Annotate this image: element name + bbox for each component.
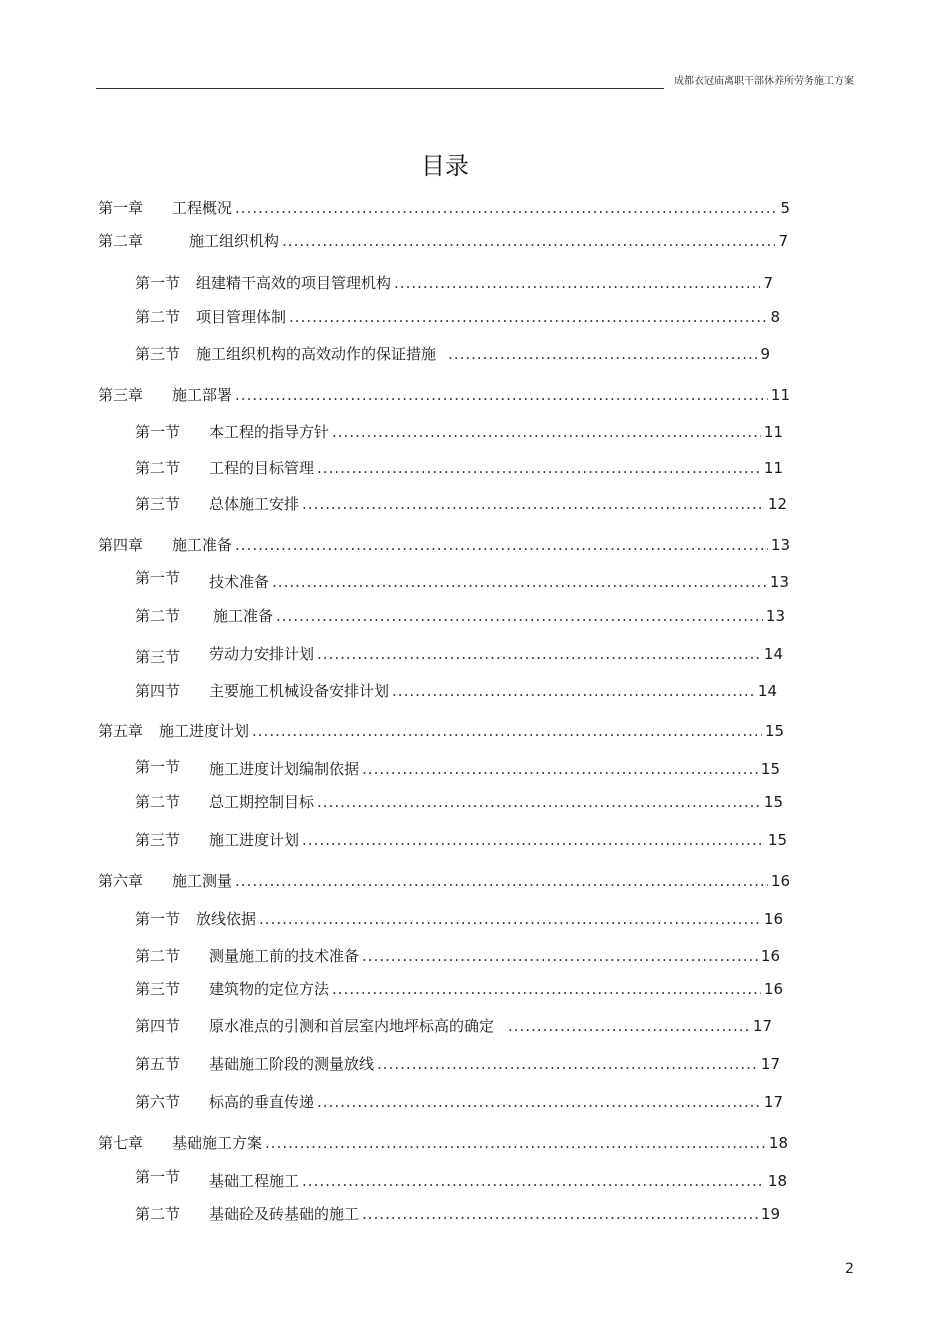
toc-entry[interactable] xyxy=(135,1015,772,1037)
toc-entry[interactable] xyxy=(135,829,787,851)
toc-title: 施工准备 xyxy=(213,607,274,625)
toc-title: 工程的目标管理 xyxy=(209,459,315,477)
toc-leader xyxy=(235,197,777,219)
toc-leader xyxy=(332,421,761,443)
toc-page: 12 xyxy=(767,495,787,513)
toc-title: 总工期控制目标 xyxy=(209,793,315,811)
toc-page: 15 xyxy=(767,831,787,849)
toc-title: 项目管理体制 xyxy=(196,308,287,326)
page-number: 2 xyxy=(845,1261,854,1277)
toc-entry[interactable] xyxy=(98,720,784,742)
toc-page: 11 xyxy=(763,459,783,477)
toc-leader xyxy=(317,1091,761,1113)
toc-leader xyxy=(302,1170,765,1192)
toc-number: 第二节 xyxy=(135,793,181,811)
toc-title: 基础工程施工 xyxy=(209,1172,300,1190)
toc-page: 5 xyxy=(780,199,790,217)
toc-page: 8 xyxy=(770,308,780,326)
toc-number: 第五节 xyxy=(135,1055,181,1073)
toc-leader xyxy=(448,343,757,365)
toc-page: 17 xyxy=(752,1017,772,1035)
toc-page: 11 xyxy=(763,423,783,441)
toc-number: 第三章 xyxy=(98,386,144,404)
toc-title: 标高的垂直传递 xyxy=(209,1093,315,1111)
toc-entry[interactable] xyxy=(135,457,783,479)
toc-leader xyxy=(276,605,763,627)
toc-number: 第二章 xyxy=(98,232,144,250)
toc-leader xyxy=(508,1015,750,1037)
toc-entry[interactable] xyxy=(98,534,790,556)
toc-title: 本工程的指导方针 xyxy=(209,423,330,441)
toc-page: 14 xyxy=(763,645,783,663)
toc-title: 基础施工方案 xyxy=(172,1134,263,1152)
toc-number: 第一节 xyxy=(135,423,181,441)
toc-number: 第一节 xyxy=(135,1168,181,1186)
header-rule xyxy=(96,88,664,89)
toc-page: 15 xyxy=(760,760,780,778)
toc-number: 第二节 xyxy=(135,459,181,477)
toc-title: 施工组织机构 xyxy=(189,232,280,250)
toc-leader xyxy=(272,571,767,593)
toc-entry[interactable] xyxy=(135,421,783,443)
toc-entry[interactable] xyxy=(135,791,783,813)
toc-leader xyxy=(259,908,761,930)
toc-number: 第三节 xyxy=(135,980,181,998)
toc-entry[interactable] xyxy=(135,493,787,515)
toc-entry[interactable] xyxy=(98,1132,788,1154)
toc-page: 18 xyxy=(767,1172,787,1190)
toc-number: 第四章 xyxy=(98,536,144,554)
toc-entry[interactable] xyxy=(135,758,780,780)
toc-entry[interactable] xyxy=(98,870,790,892)
toc-entry[interactable] xyxy=(135,272,773,294)
toc-title: 测量施工前的技术准备 xyxy=(209,947,360,965)
toc-number: 第三节 xyxy=(135,831,181,849)
toc-page: 13 xyxy=(765,607,785,625)
toc-entry[interactable] xyxy=(135,945,780,967)
toc-page: 18 xyxy=(768,1134,788,1152)
toc-leader xyxy=(302,493,765,515)
toc-entry[interactable] xyxy=(98,384,790,406)
toc-page: 17 xyxy=(760,1055,780,1073)
toc-number: 第六节 xyxy=(135,1093,181,1111)
toc-number: 第四节 xyxy=(135,1017,181,1035)
toc-entry[interactable] xyxy=(135,1053,780,1075)
toc-page: 16 xyxy=(770,872,790,890)
toc-leader xyxy=(252,720,762,742)
toc-leader xyxy=(394,272,760,294)
toc-leader xyxy=(282,230,775,252)
toc-page: 16 xyxy=(763,910,783,928)
toc-number: 第一节 xyxy=(135,569,181,587)
toc-page: 13 xyxy=(770,536,790,554)
toc-title: 原水准点的引测和首层室内地坪标高的确定 xyxy=(209,1017,495,1035)
toc-entry[interactable] xyxy=(135,908,783,930)
toc-title: 施工进度计划编制依据 xyxy=(209,760,360,778)
toc-entry[interactable] xyxy=(135,571,789,593)
toc-page: 9 xyxy=(760,345,770,363)
toc-entry[interactable] xyxy=(135,306,780,328)
toc-leader xyxy=(317,457,761,479)
toc-leader xyxy=(392,680,755,702)
toc-title: 建筑物的定位方法 xyxy=(209,980,330,998)
toc-leader xyxy=(235,384,768,406)
toc-page: 14 xyxy=(757,682,777,700)
toc-page: 15 xyxy=(764,722,784,740)
toc-leader xyxy=(289,306,767,328)
toc-leader xyxy=(332,978,761,1000)
toc-title: 施工部署 xyxy=(172,386,233,404)
toc-title: 技术准备 xyxy=(209,573,270,591)
toc-entry[interactable] xyxy=(98,197,790,219)
toc-entry[interactable] xyxy=(135,1203,780,1225)
toc-number: 第七章 xyxy=(98,1134,144,1152)
toc-title: 施工进度计划 xyxy=(209,831,300,849)
toc-number: 第一节 xyxy=(135,274,181,292)
toc-title: 工程概况 xyxy=(172,199,233,217)
toc-number: 第二节 xyxy=(135,308,181,326)
toc-page: 7 xyxy=(778,232,788,250)
toc-number: 第一节 xyxy=(135,758,181,776)
toc-entry[interactable] xyxy=(135,1091,783,1113)
toc-leader xyxy=(265,1132,766,1154)
toc-page: 19 xyxy=(760,1205,780,1223)
toc-leader xyxy=(362,945,758,967)
toc-title: 施工组织机构的高效动作的保证措施 xyxy=(196,345,437,363)
toc-number: 第六章 xyxy=(98,872,144,890)
toc-title: 基础施工阶段的测量放线 xyxy=(209,1055,375,1073)
toc-entry[interactable] xyxy=(135,680,777,702)
page-title: 目录 xyxy=(421,152,469,180)
toc-page: 17 xyxy=(763,1093,783,1111)
toc-title: 施工准备 xyxy=(172,536,233,554)
toc-title: 总体施工安排 xyxy=(209,495,300,513)
toc-entry[interactable] xyxy=(135,343,770,365)
toc-title: 施工进度计划 xyxy=(159,722,250,740)
toc-number: 第二节 xyxy=(135,1205,181,1223)
toc-number: 第三节 xyxy=(135,495,181,513)
toc-leader xyxy=(317,791,761,813)
toc-number: 第五章 xyxy=(98,722,144,740)
toc-leader xyxy=(235,870,768,892)
toc-title: 施工测量 xyxy=(172,872,233,890)
toc-page: 11 xyxy=(770,386,790,404)
toc-entry[interactable] xyxy=(135,643,783,665)
toc-leader xyxy=(362,1203,758,1225)
toc-page: 13 xyxy=(769,573,789,591)
toc-entry[interactable] xyxy=(135,978,783,1000)
toc-number: 第一节 xyxy=(135,910,181,928)
toc-number: 第三节 xyxy=(135,345,181,363)
toc-title: 主要施工机械设备安排计划 xyxy=(209,682,390,700)
toc-title: 劳动力安排计划 xyxy=(209,645,315,663)
toc-number: 第四节 xyxy=(135,682,181,700)
toc-entry[interactable] xyxy=(98,230,788,252)
toc-title: 组建精干高效的项目管理机构 xyxy=(196,274,392,292)
toc-number: 第三节 xyxy=(135,648,181,666)
toc-title: 放线依据 xyxy=(196,910,257,928)
toc-page: 16 xyxy=(763,980,783,998)
toc-page: 16 xyxy=(760,947,780,965)
toc-number: 第二节 xyxy=(135,607,181,625)
toc-number: 第二节 xyxy=(135,947,181,965)
toc-leader xyxy=(235,534,768,556)
toc-number: 第一章 xyxy=(98,199,144,217)
running-header: 成都衣冠庙离职干部休养所劳务施工方案 xyxy=(674,76,854,87)
toc-leader xyxy=(302,829,765,851)
toc-leader xyxy=(317,643,761,665)
toc-leader xyxy=(362,758,758,780)
toc-page: 15 xyxy=(763,793,783,811)
toc-title: 基础砼及砖基础的施工 xyxy=(209,1205,360,1223)
toc-entry[interactable] xyxy=(135,1170,787,1192)
toc-leader xyxy=(377,1053,758,1075)
toc-entry[interactable] xyxy=(135,605,785,627)
toc-page: 7 xyxy=(763,274,773,292)
